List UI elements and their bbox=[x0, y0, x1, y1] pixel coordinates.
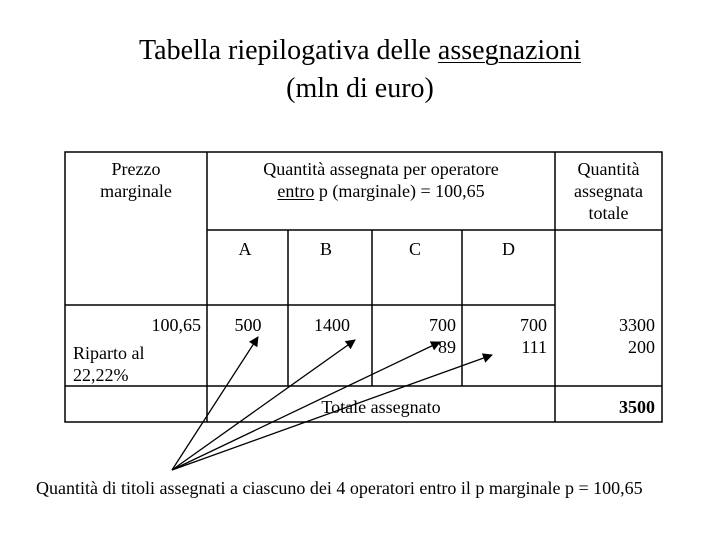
header-quantita-line2-rest: p (marginale) = 100,65 bbox=[314, 181, 485, 201]
operator-c-label: C bbox=[408, 239, 421, 259]
value-c-line1: 700 bbox=[429, 315, 456, 335]
header-quantita-line1: Quantità assegnata per operatore bbox=[263, 159, 499, 179]
operator-a-label: A bbox=[238, 239, 252, 259]
header-prezzo-line1: Prezzo bbox=[111, 159, 161, 179]
header-totale-line1: Quantità bbox=[577, 159, 640, 179]
row-riparto bbox=[73, 342, 145, 364]
header-totale-line2: assegnata bbox=[574, 181, 643, 201]
operator-b-label: B bbox=[319, 239, 332, 259]
value-total-line2: 200 bbox=[628, 337, 655, 357]
header-entro-underlined: entro bbox=[277, 181, 315, 201]
footer-note: Quantità di titoli assegnati a ciascuno dei 4 operatori entro il p marginale p = 100,65 bbox=[36, 478, 643, 498]
value-b: 1400 bbox=[314, 315, 350, 335]
header-prezzo-line2: marginale bbox=[100, 181, 172, 201]
value-d bbox=[462, 314, 547, 358]
row-riparto-word: Riparto bbox=[73, 343, 127, 363]
title-prefix: Tabella riepilogativa delle bbox=[139, 35, 438, 66]
value-c bbox=[372, 314, 456, 358]
row-riparto-pct: 22,22% bbox=[73, 365, 129, 385]
operator-d-label: D bbox=[502, 239, 515, 259]
header-quantita-operatore bbox=[207, 158, 555, 202]
title-line-2: (mln di euro) bbox=[286, 73, 434, 104]
value-a: 500 bbox=[234, 315, 262, 335]
header-totale-line3: totale bbox=[588, 203, 629, 223]
header-prezzo-marginale bbox=[65, 158, 207, 202]
value-d-line1: 700 bbox=[520, 315, 547, 335]
title-underlined-word: assegnazioni bbox=[437, 35, 581, 66]
total-assegnato-value: 3500 bbox=[619, 397, 655, 417]
total-assegnato-label: Totale assegnato bbox=[321, 397, 441, 417]
header-quantita-totale bbox=[555, 158, 662, 224]
header-quantita-line2 bbox=[207, 180, 555, 202]
value-d-line2: 111 bbox=[521, 337, 547, 357]
row-price: 100,65 bbox=[151, 315, 201, 335]
row-riparto-al: al bbox=[127, 343, 145, 363]
value-total bbox=[555, 314, 655, 358]
value-total-line1: 3300 bbox=[619, 315, 655, 335]
value-c-line2: 89 bbox=[438, 337, 456, 357]
